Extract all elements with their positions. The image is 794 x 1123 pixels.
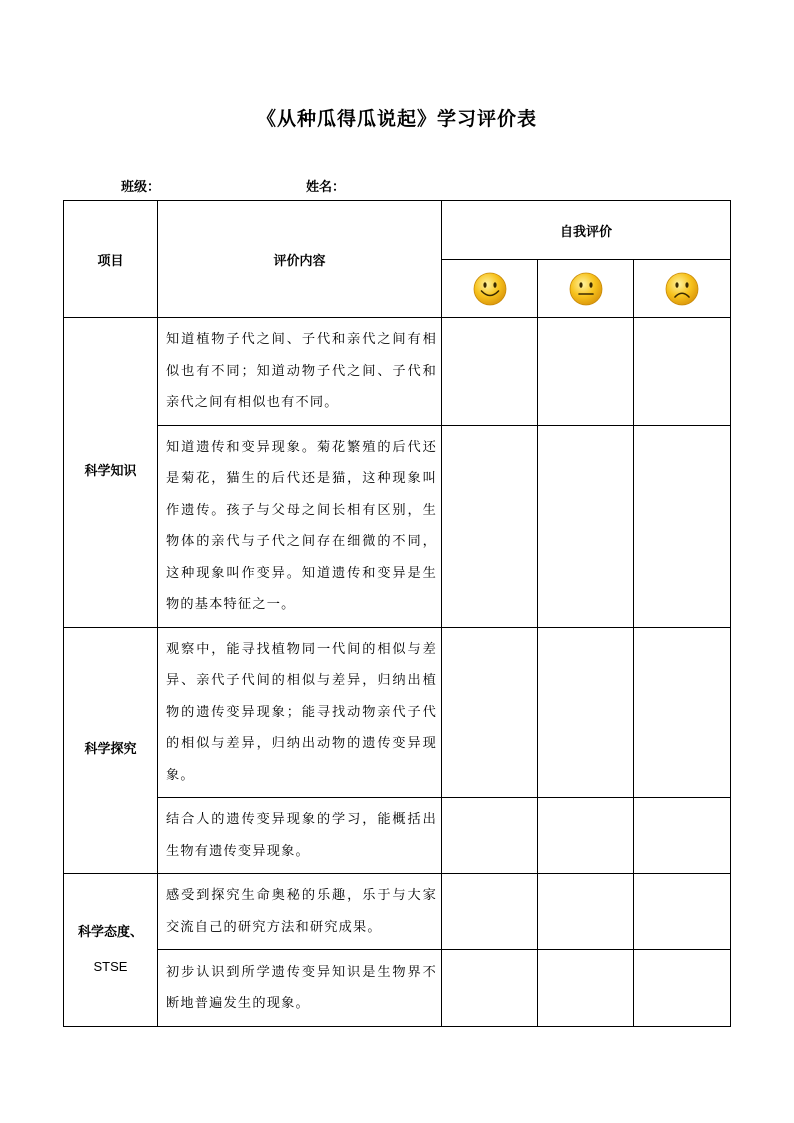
rating-cell[interactable] <box>442 425 538 627</box>
face-cell-neutral <box>538 260 634 318</box>
rating-cell[interactable] <box>442 950 538 1027</box>
eval-content: 感受到探究生命奥秘的乐趣，乐于与大家交流自己的研究方法和研究成果。 <box>158 874 442 950</box>
rating-cell[interactable] <box>538 950 634 1027</box>
table-row <box>64 318 731 426</box>
rating-cell[interactable] <box>538 627 634 798</box>
eval-content: 结合人的遗传变异现象的学习，能概括出生物有遗传变异现象。 <box>158 798 442 874</box>
rating-cell[interactable] <box>634 798 731 874</box>
table-row <box>64 874 731 950</box>
name-label: 姓名： <box>306 180 346 195</box>
rating-cell[interactable] <box>634 874 731 950</box>
project-header: 项目 <box>64 201 158 318</box>
sad-face-icon <box>665 272 699 306</box>
evaluation-table <box>63 200 731 1027</box>
table-row <box>64 627 731 798</box>
category-science-knowledge: 科学知识 <box>64 318 158 628</box>
document-title: 《从种瓜得瓜说起》学习评价表 <box>256 108 537 130</box>
eval-content: 观察中，能寻找植物同一代间的相似与差异、亲代子代间的相似与差异，归纳出植物的遗传变异现象；能寻找动物亲代子代的相似与差异，归纳出动物的遗传变异现象。 <box>158 627 442 798</box>
rating-cell[interactable] <box>442 627 538 798</box>
rating-cell[interactable] <box>538 798 634 874</box>
rating-cell[interactable] <box>442 798 538 874</box>
category-science-attitude <box>64 874 158 1027</box>
smiley-face-icon <box>473 272 507 306</box>
category-line-2: STSE <box>93 959 128 974</box>
rating-cell[interactable] <box>442 318 538 426</box>
category-science-inquiry: 科学探究 <box>64 627 158 874</box>
rating-cell[interactable] <box>538 318 634 426</box>
table-row <box>64 950 731 1027</box>
content-header: 评价内容 <box>158 201 442 318</box>
category-line-1: 科学态度、 <box>77 925 143 940</box>
eval-content: 知道遗传和变异现象。菊花繁殖的后代还是菊花，猫生的后代还是猫，这种现象叫作遗传。孩子与父母之间长相有区别，生物体的亲代与子代之间存在细微的不同，这种现象叫作变异。知道遗传和变异是生物的基本特征之一。 <box>158 425 442 627</box>
header-row <box>64 201 731 260</box>
rating-cell[interactable] <box>634 425 731 627</box>
class-label: 班级： <box>121 180 161 195</box>
neutral-face-icon <box>569 272 603 306</box>
rating-cell[interactable] <box>634 627 731 798</box>
face-cell-sad <box>634 260 731 318</box>
rating-cell[interactable] <box>634 950 731 1027</box>
eval-content: 初步认识到所学遗传变异知识是生物界不断地普遍发生的现象。 <box>158 950 442 1027</box>
face-cell-happy <box>442 260 538 318</box>
rating-cell[interactable] <box>442 874 538 950</box>
rating-cell[interactable] <box>538 425 634 627</box>
rating-cell[interactable] <box>634 318 731 426</box>
eval-content: 知道植物子代之间、子代和亲代之间有相似也有不同；知道动物子代之间、子代和亲代之间有相似也有不同。 <box>158 318 442 426</box>
rating-cell[interactable] <box>538 874 634 950</box>
table-row <box>64 798 731 874</box>
table-row <box>64 425 731 627</box>
self-eval-header: 自我评价 <box>442 201 731 260</box>
